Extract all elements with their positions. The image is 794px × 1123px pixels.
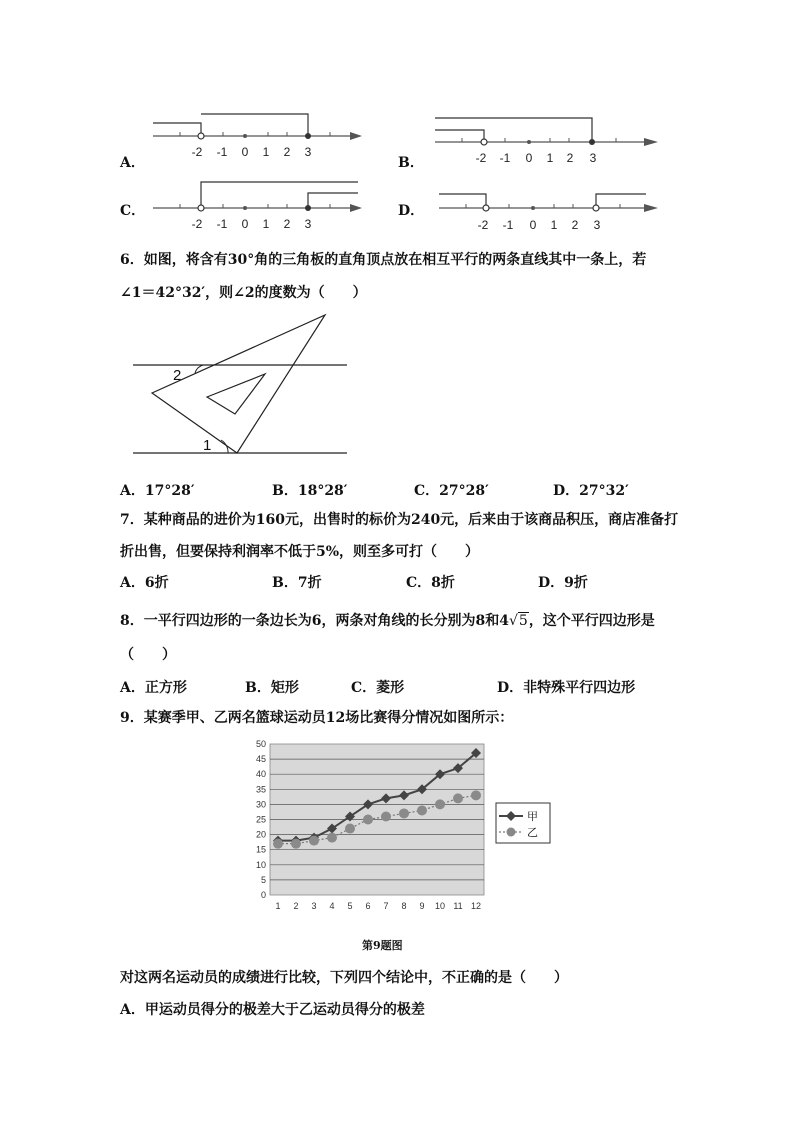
q5-option-c-label[interactable]: C．	[120, 203, 146, 219]
q5-option-d-numberline	[436, 182, 662, 238]
q8-stem-part1: 8．一平行四边形的一条边长为6，两条对角线的长分别为8和4	[120, 613, 509, 629]
x-tick-label: 10	[434, 901, 446, 911]
x-tick-label: 3	[311, 901, 317, 911]
chart-legend	[496, 803, 550, 843]
tick-label: 0	[241, 145, 249, 159]
sqrt-radicand: 5	[518, 613, 528, 629]
data-point-yi	[273, 839, 283, 849]
q8-stem-part2: ，这个平行四边形是	[528, 613, 655, 629]
q8-option-b[interactable]: B．矩形	[245, 680, 299, 696]
q8-option-d[interactable]: D．非特殊平行四边形	[497, 680, 636, 696]
sqrt-symbol: √5	[508, 613, 528, 629]
q7-stem-line2: 折出售，但要保持利润率不低于5%，则至多可打（ ）	[120, 544, 480, 560]
tick-label: -2	[475, 151, 487, 165]
tick-label: 3	[589, 151, 597, 165]
q6-option-d[interactable]: D．27°32′	[553, 483, 629, 499]
x-tick-label: 4	[329, 901, 335, 911]
data-point-yi	[309, 836, 319, 846]
x-tick-label: 5	[347, 901, 353, 911]
data-point-yi	[417, 805, 427, 815]
q9-figure-caption: 第9题图	[362, 939, 403, 952]
x-tick-label: 6	[365, 901, 371, 911]
y-tick-label: 20	[255, 829, 266, 840]
legend-label-yi: 乙	[527, 827, 538, 839]
data-point-yi	[381, 811, 391, 821]
data-point-yi	[453, 793, 463, 803]
q8-stem-line1	[120, 610, 655, 630]
y-tick-label: 30	[255, 799, 266, 810]
q7-option-a[interactable]: A．6折	[120, 575, 169, 591]
tick-label: 2	[571, 218, 579, 232]
tick-label: 1	[262, 145, 270, 159]
data-point-yi	[345, 824, 355, 834]
q9-line-chart	[240, 736, 560, 928]
q9-stem-line2: 对这两名运动员的成绩进行比较，下列四个结论中，不正确的是（ ）	[120, 970, 568, 986]
q7-option-b[interactable]: B．7折	[272, 575, 322, 591]
y-tick-label: 0	[260, 890, 266, 900]
q5-option-a-numberline	[150, 110, 365, 170]
tick-label: -2	[191, 217, 203, 231]
tick-label: 0	[529, 218, 537, 232]
tick-label: -1	[216, 145, 228, 159]
tick-label: -2	[191, 145, 203, 159]
q5-option-a-label[interactable]: A．	[120, 155, 145, 171]
tick-label: 1	[546, 151, 554, 165]
q9-option-a[interactable]: A．甲运动员得分的极差大于乙运动员得分的极差	[120, 1002, 425, 1018]
tick-label: 3	[304, 145, 312, 159]
q9-stem-line1: 9．某赛季甲、乙两名篮球运动员12场比赛得分情况如图所示：	[120, 710, 514, 726]
data-point-yi	[291, 839, 301, 849]
data-point-yi	[363, 815, 373, 825]
x-tick-label: 12	[470, 901, 482, 911]
tick-label: 2	[283, 145, 291, 159]
y-tick-label: 10	[255, 859, 266, 870]
legend-label-jia: 甲	[527, 811, 538, 823]
q8-stem-line2: （ ）	[120, 647, 176, 663]
tick-label: 0	[241, 217, 249, 231]
angle-1-label: 1	[203, 437, 212, 454]
x-tick-label: 2	[293, 901, 299, 911]
q6-triangle-figure	[125, 310, 355, 460]
x-tick-label: 11	[453, 901, 463, 911]
tick-label: -2	[477, 218, 489, 232]
q7-option-d[interactable]: D．9折	[538, 575, 588, 591]
q6-stem-line1: 6．如图，将含有30°角的三角板的直角顶点放在相互平行的两条直线其中一条上，若	[120, 252, 647, 268]
x-tick-label: 7	[383, 901, 389, 911]
data-point-yi	[327, 833, 337, 843]
tick-label: 2	[283, 217, 291, 231]
y-tick-label: 5	[260, 874, 266, 885]
tick-label: -1	[216, 217, 228, 231]
data-point-yi	[471, 790, 481, 800]
q5-option-c-numberline	[150, 178, 365, 236]
legend-marker-yi	[507, 828, 516, 837]
tick-label: 3	[593, 218, 601, 232]
tick-label: 1	[550, 218, 558, 232]
q5-option-b-numberline	[432, 112, 662, 170]
q7-option-c[interactable]: C．8折	[406, 575, 455, 591]
q6-option-a[interactable]: A．17°28′	[120, 483, 195, 499]
data-point-yi	[399, 808, 409, 818]
data-point-yi	[435, 799, 445, 809]
y-tick-label: 50	[255, 739, 266, 749]
q5-option-b-label[interactable]: B．	[398, 155, 424, 171]
y-tick-label: 25	[255, 814, 266, 825]
tick-label: 1	[262, 217, 270, 231]
q6-stem-line2: ∠1＝42°32′，则∠2的度数为（ ）	[120, 285, 367, 301]
q7-stem-line1: 7．某种商品的进价为160元，出售时的标价为240元，后来由于该商品积压，商店准备打	[120, 512, 679, 528]
x-tick-label: 8	[401, 901, 407, 911]
q5-option-d-label[interactable]: D．	[398, 203, 425, 219]
tick-label: 3	[304, 217, 312, 231]
q8-option-c[interactable]: C．菱形	[351, 680, 405, 696]
tick-label: 0	[525, 151, 533, 165]
q6-option-c[interactable]: C．27°28′	[414, 483, 489, 499]
q8-option-a[interactable]: A．正方形	[120, 680, 187, 696]
tick-label: -1	[502, 218, 514, 232]
tick-label: -1	[499, 151, 511, 165]
x-tick-label: 9	[419, 901, 425, 911]
q6-option-b[interactable]: B．18°28′	[272, 483, 348, 499]
x-tick-label: 1	[275, 901, 281, 911]
angle-2-label: 2	[173, 367, 182, 384]
tick-label: 2	[566, 151, 574, 165]
y-tick-label: 15	[255, 844, 266, 855]
y-tick-label: 45	[255, 754, 266, 765]
y-tick-label: 40	[255, 769, 266, 780]
y-tick-label: 35	[255, 784, 266, 795]
